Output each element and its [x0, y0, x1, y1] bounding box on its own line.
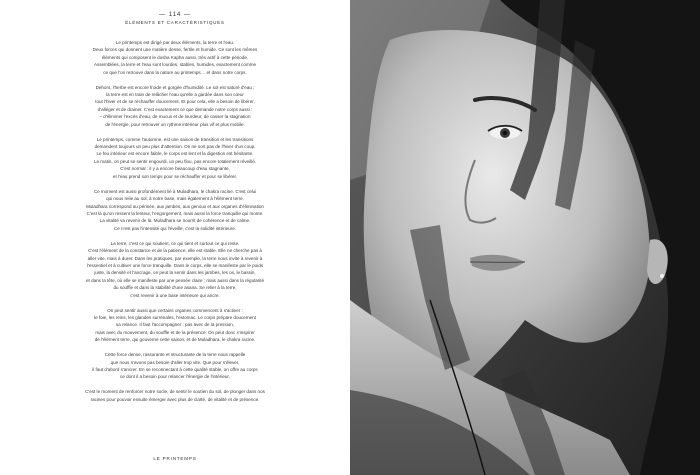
paragraph	[22, 136, 328, 180]
section-title: ÉLÉMENTS ET CARACTÉRISTIQUES	[125, 20, 225, 25]
paragraph	[22, 351, 328, 381]
text-line: C'est normal : il y a encore beaucoup d'eau stagnante,	[120, 166, 230, 172]
text-line: de l'énergie, pour retrouver un rythme intérieur plus vif et plus mobile.	[105, 121, 245, 127]
paragraph	[22, 307, 328, 344]
body-text	[22, 39, 328, 411]
text-line: éléments qui composent le dosha Kapha aussi, très actif à cette période.	[101, 54, 249, 60]
text-line: de l'élément terre, qui gouverne cette saison, et de Muladhara, le chakra racine.	[94, 337, 256, 343]
text-line: On peut sentir aussi que certains organes commencent à s'activer :	[107, 307, 243, 313]
paragraph	[22, 84, 328, 128]
text-line: la terre est en train de relâcher l'eau qu'elle a gardée dans son cœur	[106, 92, 244, 98]
text-line: le foie, les reins, les glandes surrénales, l'estomac. Le corps prépare doucement	[94, 314, 256, 320]
text-line: Ce n'est pas l'intensité qui l'éveille, c'est la solidité intérieure.	[113, 225, 236, 231]
text-line: Le printemps, comme l'automne, est une saison de transition et les transitions	[96, 136, 254, 142]
right-page	[350, 0, 700, 475]
page-header	[0, 11, 350, 26]
text-line: Deux forces qui donnent une matière dense, fertile et humide. Ce sont les mêmes	[92, 47, 258, 53]
text-line: ce dont il a besoin pour relancer l'énergie de l'intérieur.	[120, 374, 230, 380]
text-line: Assemblées, la terre et l'eau sont lourdes, stables, humides, exactement comme	[93, 62, 257, 68]
text-line: Cette force dense, rassurante et structurante de la terre nous rappelle	[104, 352, 246, 358]
text-line: d'alléger et de drainer. C'est exactement ce que demande notre corps aussi :	[97, 106, 253, 112]
paragraph	[22, 240, 328, 299]
text-line: ce que l'on retrouve dans la nature au printemps… et dans notre corps.	[103, 69, 247, 75]
text-line: mais avec du mouvement, du souffle et de la présence. On peut donc s'inspirer	[95, 329, 255, 335]
text-line: La terre, c'est ce qui soutient, ce qui tient et surtout ce qui reste.	[110, 240, 240, 246]
paragraph	[22, 39, 328, 76]
text-line: aller vite, mais à durer. Dans les pratiques, par exemple, la terre nous invite à revenir à	[87, 255, 263, 261]
text-line: La vitalité va revenir de là. Muladhara se nourrit de cohérence et de calme.	[99, 218, 251, 224]
paragraph	[22, 388, 328, 403]
text-line: du souffle et dans la stabilité d'une asana. Se relier à la terre,	[113, 285, 237, 291]
text-line: sa relance. Il faut l'accompagner : pas avec de la pression,	[115, 322, 235, 328]
text-line: juste, la densité et l'ancrage, on peut la sentir dans les jambes, les os, le bassin,	[94, 270, 256, 276]
text-line: et l'eau prend son temps pour se réchauffer et pour se libérer.	[112, 173, 238, 179]
text-line: C'est le moment de renforcer notre socle, de sentir le soutien du sol, de plonger dans nos	[85, 389, 265, 395]
paragraph	[22, 188, 328, 232]
page-number: — 114 —	[159, 12, 191, 18]
text-line: l'essentiel et à cultiver une force tranquille. Dans le corps, elle se manifeste par le poids	[86, 262, 263, 268]
text-line: racines pour pouvoir ensuite émerger avec plus de clarté, de vitalité et de présence.	[90, 396, 260, 402]
text-line: – d'éliminer l'excès d'eau, de mucus et de lourdeur, de casser la stagnation	[99, 114, 251, 120]
text-line: Muladhara correspond au périnée, aux jambes, aux genoux et aux organes d'élimination	[86, 203, 264, 209]
text-line: c'est revenir à une base intérieure qui ancre.	[130, 292, 220, 298]
text-line: Le matin, on peut se sentir engourdi, un peu flou, pas encore totalement réveillé.	[93, 158, 257, 164]
text-line: Ce moment est aussi profondément lié à Muladhara, le chakra racine. C'est celui	[93, 188, 257, 194]
running-footer: LE PRINTEMPS	[153, 456, 197, 461]
text-line: Le feu intérieur est encore faible, le corps est lent et la digestion est hésitante.	[96, 151, 254, 157]
text-line: Dehors, l'herbe est encore froide et gorgée d'humidité. Le sol est saturé d'eau ;	[95, 84, 255, 90]
text-line: tout l'hiver et de se réchauffer doucement. Et pour cela, elle a besoin de libérer,	[95, 99, 255, 105]
text-line: Le printemps est dirigé par deux éléments, la terre et l'eau.	[115, 40, 235, 45]
text-line: et dans la tête, où elle se manifeste par une pensée claire ; mais aussi dans la régularité	[86, 277, 264, 283]
text-line: C'est l'élément de la constance et de la patience, elle est stable. Elle ne cherche pas à	[88, 248, 262, 254]
text-line: que nous n'avons pas besoin d'aller trop vite. Que pour s'élever,	[110, 359, 240, 365]
portrait-photo	[350, 0, 700, 475]
text-line: qui nous relie au sol, à notre base, mais également à l'élément terre.	[106, 196, 244, 202]
text-line: il faut d'abord s'ancrer. En se reconnectant à cette qualité stable, on offre au corps	[92, 367, 258, 372]
text-line: demandent toujours un peu plus d'attention. On ne sort pas de l'hiver d'un coup.	[94, 144, 256, 150]
text-line: C'est là qu'on ressent la lenteur, l'engorgement, mais aussi la force tranquille qui monte.	[86, 210, 264, 216]
